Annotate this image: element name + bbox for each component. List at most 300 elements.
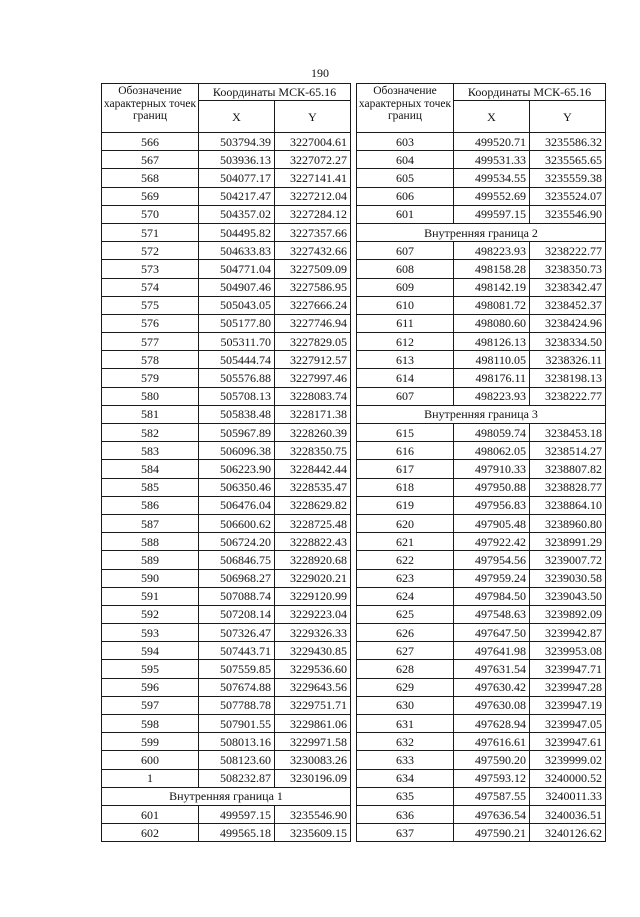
x-coordinate-cell: 506724.20 xyxy=(199,533,275,551)
y-coordinate-cell: 3238453.18 xyxy=(530,424,606,442)
table-row xyxy=(357,314,606,332)
table-row xyxy=(357,824,606,842)
section-title: Внутренняя граница 2 xyxy=(357,223,606,241)
coordinate-system-header: Координаты МСК-65.16 xyxy=(199,84,351,101)
table-row xyxy=(357,678,606,696)
x-coordinate-cell: 497910.33 xyxy=(454,460,530,478)
point-id-cell: 624 xyxy=(357,587,454,605)
point-id-cell: 580 xyxy=(102,387,199,405)
x-coordinate-cell: 504357.02 xyxy=(199,205,275,223)
point-id-cell: 573 xyxy=(102,260,199,278)
table-row xyxy=(102,151,351,169)
y-coordinate-cell: 3239007.72 xyxy=(530,551,606,569)
x-coordinate-cell: 505708.13 xyxy=(199,387,275,405)
x-coordinate-cell: 506476.04 xyxy=(199,496,275,514)
x-coordinate-cell: 507901.55 xyxy=(199,715,275,733)
point-id-cell: 576 xyxy=(102,314,199,332)
designation-header: Обозначение характерных точек границ xyxy=(102,84,199,133)
x-coordinate-cell: 506223.90 xyxy=(199,460,275,478)
x-coordinate-cell: 498158.28 xyxy=(454,260,530,278)
x-coordinate-cell: 497630.08 xyxy=(454,696,530,714)
x-coordinate-cell: 497641.98 xyxy=(454,642,530,660)
y-coordinate-cell: 3239999.02 xyxy=(530,751,606,769)
x-coordinate-cell: 505311.70 xyxy=(199,333,275,351)
x-coordinate-cell: 497905.48 xyxy=(454,514,530,532)
table-row xyxy=(102,387,351,405)
x-coordinate-cell: 507088.74 xyxy=(199,587,275,605)
table-row xyxy=(102,733,351,751)
x-coordinate-cell: 497628.94 xyxy=(454,715,530,733)
point-id-cell: 568 xyxy=(102,169,199,187)
point-id-cell: 615 xyxy=(357,424,454,442)
page-number: 190 xyxy=(311,66,329,80)
y-coordinate-cell: 3229861.06 xyxy=(275,715,351,733)
y-coordinate-cell: 3229120.99 xyxy=(275,587,351,605)
table-row xyxy=(357,751,606,769)
y-column-header: Y xyxy=(530,101,606,133)
x-coordinate-cell: 504771.04 xyxy=(199,260,275,278)
y-coordinate-cell: 3229971.58 xyxy=(275,733,351,751)
table-row xyxy=(357,169,606,187)
x-coordinate-cell: 497616.61 xyxy=(454,733,530,751)
table-row xyxy=(102,442,351,460)
y-coordinate-cell: 3235524.07 xyxy=(530,187,606,205)
point-id-cell: 621 xyxy=(357,533,454,551)
y-coordinate-cell: 3227432.66 xyxy=(275,242,351,260)
table-row xyxy=(102,514,351,532)
point-id-cell: 587 xyxy=(102,514,199,532)
y-coordinate-cell: 3228260.39 xyxy=(275,424,351,442)
y-coordinate-cell: 3239947.05 xyxy=(530,715,606,733)
x-coordinate-cell: 497593.12 xyxy=(454,769,530,787)
x-coordinate-cell: 498176.11 xyxy=(454,369,530,387)
point-id-cell: 566 xyxy=(102,133,199,151)
table-row xyxy=(357,151,606,169)
y-coordinate-cell: 3239947.19 xyxy=(530,696,606,714)
point-id-cell: 608 xyxy=(357,260,454,278)
point-id-cell: 622 xyxy=(357,551,454,569)
x-coordinate-cell: 497950.88 xyxy=(454,478,530,496)
point-id-cell: 606 xyxy=(357,187,454,205)
table-row xyxy=(102,169,351,187)
x-coordinate-cell: 506600.62 xyxy=(199,514,275,532)
y-coordinate-cell: 3229020.21 xyxy=(275,569,351,587)
y-coordinate-cell: 3235559.38 xyxy=(530,169,606,187)
y-coordinate-cell: 3228083.74 xyxy=(275,387,351,405)
point-id-cell: 632 xyxy=(357,733,454,751)
table-row xyxy=(357,769,606,787)
point-id-cell: 605 xyxy=(357,169,454,187)
point-id-cell: 1 xyxy=(102,769,199,787)
x-coordinate-cell: 497636.54 xyxy=(454,805,530,823)
table-row xyxy=(357,351,606,369)
y-coordinate-cell: 3238350.73 xyxy=(530,260,606,278)
x-column-header: X xyxy=(454,101,530,133)
x-coordinate-cell: 498062.05 xyxy=(454,442,530,460)
y-coordinate-cell: 3229430.85 xyxy=(275,642,351,660)
table-row xyxy=(357,569,606,587)
point-id-cell: 569 xyxy=(102,187,199,205)
point-id-cell: 628 xyxy=(357,660,454,678)
x-coordinate-cell: 508232.87 xyxy=(199,769,275,787)
y-coordinate-cell: 3238991.29 xyxy=(530,533,606,551)
y-coordinate-cell: 3228725.48 xyxy=(275,514,351,532)
y-coordinate-cell: 3228350.75 xyxy=(275,442,351,460)
designation-header: Обозначение характерных точек границ xyxy=(357,84,454,133)
y-coordinate-cell: 3227357.66 xyxy=(275,223,351,241)
y-coordinate-cell: 3239953.08 xyxy=(530,642,606,660)
point-id-cell: 611 xyxy=(357,314,454,332)
point-id-cell: 596 xyxy=(102,678,199,696)
table-row xyxy=(102,205,351,223)
table-row xyxy=(102,660,351,678)
y-coordinate-cell: 3238514.27 xyxy=(530,442,606,460)
y-coordinate-cell: 3238326.11 xyxy=(530,351,606,369)
point-id-cell: 572 xyxy=(102,242,199,260)
x-coordinate-cell: 507674.88 xyxy=(199,678,275,696)
point-id-cell: 633 xyxy=(357,751,454,769)
y-coordinate-cell: 3228822.43 xyxy=(275,533,351,551)
table-row xyxy=(357,605,606,623)
table-row xyxy=(102,424,351,442)
table-row xyxy=(102,587,351,605)
table-row xyxy=(102,533,351,551)
y-coordinate-cell: 3239947.61 xyxy=(530,733,606,751)
table-row xyxy=(102,405,351,423)
y-coordinate-cell: 3227509.09 xyxy=(275,260,351,278)
table-row xyxy=(357,478,606,496)
x-coordinate-cell: 497630.42 xyxy=(454,678,530,696)
y-coordinate-cell: 3235586.32 xyxy=(530,133,606,151)
y-coordinate-cell: 3228629.82 xyxy=(275,496,351,514)
point-id-cell: 597 xyxy=(102,696,199,714)
table-row xyxy=(102,460,351,478)
table-row xyxy=(102,715,351,733)
x-coordinate-cell: 506968.27 xyxy=(199,569,275,587)
point-id-cell: 599 xyxy=(102,733,199,751)
x-coordinate-cell: 499531.33 xyxy=(454,151,530,169)
x-coordinate-cell: 497548.63 xyxy=(454,605,530,623)
point-id-cell: 614 xyxy=(357,369,454,387)
x-coordinate-cell: 497956.83 xyxy=(454,496,530,514)
point-id-cell: 582 xyxy=(102,424,199,442)
y-coordinate-cell: 3227912.57 xyxy=(275,351,351,369)
point-id-cell: 592 xyxy=(102,605,199,623)
point-id-cell: 631 xyxy=(357,715,454,733)
table-row xyxy=(357,587,606,605)
table-row xyxy=(102,605,351,623)
point-id-cell: 616 xyxy=(357,442,454,460)
table-row xyxy=(357,533,606,551)
point-id-cell: 617 xyxy=(357,460,454,478)
x-coordinate-cell: 497959.24 xyxy=(454,569,530,587)
point-id-cell: 581 xyxy=(102,405,199,423)
y-coordinate-cell: 3239947.28 xyxy=(530,678,606,696)
x-coordinate-cell: 499597.15 xyxy=(454,205,530,223)
table-row xyxy=(102,478,351,496)
x-coordinate-cell: 507559.85 xyxy=(199,660,275,678)
point-id-cell: 607 xyxy=(357,242,454,260)
table-row xyxy=(102,805,351,823)
point-id-cell: 634 xyxy=(357,769,454,787)
x-coordinate-cell: 505177.80 xyxy=(199,314,275,332)
table-row xyxy=(357,278,606,296)
point-id-cell: 578 xyxy=(102,351,199,369)
y-coordinate-cell: 3238222.77 xyxy=(530,242,606,260)
table-row xyxy=(357,442,606,460)
y-coordinate-cell: 3238424.96 xyxy=(530,314,606,332)
y-coordinate-cell: 3238807.82 xyxy=(530,460,606,478)
x-coordinate-cell: 506350.46 xyxy=(199,478,275,496)
y-coordinate-cell: 3228535.47 xyxy=(275,478,351,496)
x-coordinate-cell: 497984.50 xyxy=(454,587,530,605)
table-row xyxy=(357,260,606,278)
y-coordinate-cell: 3235546.90 xyxy=(275,805,351,823)
x-coordinate-cell: 505444.74 xyxy=(199,351,275,369)
table-row xyxy=(102,769,351,787)
table-row xyxy=(102,369,351,387)
table-row xyxy=(102,824,351,842)
x-coordinate-cell: 498081.72 xyxy=(454,296,530,314)
y-coordinate-cell: 3228171.38 xyxy=(275,405,351,423)
point-id-cell: 601 xyxy=(102,805,199,823)
y-coordinate-cell: 3229643.56 xyxy=(275,678,351,696)
point-id-cell: 585 xyxy=(102,478,199,496)
point-id-cell: 595 xyxy=(102,660,199,678)
x-coordinate-cell: 508013.16 xyxy=(199,733,275,751)
x-coordinate-cell: 498223.93 xyxy=(454,387,530,405)
x-coordinate-cell: 507208.14 xyxy=(199,605,275,623)
table-row xyxy=(357,733,606,751)
table-row xyxy=(102,696,351,714)
table-row xyxy=(102,751,351,769)
table-row xyxy=(102,333,351,351)
table-row xyxy=(102,133,351,151)
table-row xyxy=(357,715,606,733)
point-id-cell: 584 xyxy=(102,460,199,478)
point-id-cell: 603 xyxy=(357,133,454,151)
section-title: Внутренняя граница 3 xyxy=(357,405,606,423)
y-coordinate-cell: 3229536.60 xyxy=(275,660,351,678)
point-id-cell: 579 xyxy=(102,369,199,387)
x-coordinate-cell: 504077.17 xyxy=(199,169,275,187)
y-coordinate-cell: 3238222.77 xyxy=(530,387,606,405)
point-id-cell: 635 xyxy=(357,787,454,805)
point-id-cell: 598 xyxy=(102,715,199,733)
table-row xyxy=(102,496,351,514)
y-coordinate-cell: 3229751.71 xyxy=(275,696,351,714)
table-row xyxy=(102,296,351,314)
table-row xyxy=(357,424,606,442)
y-coordinate-cell: 3238960.80 xyxy=(530,514,606,532)
x-coordinate-cell: 498223.93 xyxy=(454,242,530,260)
table-row xyxy=(357,187,606,205)
point-id-cell: 610 xyxy=(357,296,454,314)
point-id-cell: 590 xyxy=(102,569,199,587)
table-row xyxy=(102,278,351,296)
y-coordinate-cell: 3240011.33 xyxy=(530,787,606,805)
x-coordinate-cell: 497922.42 xyxy=(454,533,530,551)
point-id-cell: 627 xyxy=(357,642,454,660)
y-coordinate-cell: 3240036.51 xyxy=(530,805,606,823)
point-id-cell: 623 xyxy=(357,569,454,587)
x-coordinate-cell: 497647.50 xyxy=(454,624,530,642)
point-id-cell: 583 xyxy=(102,442,199,460)
table-row xyxy=(102,351,351,369)
coordinate-system-header: Координаты МСК-65.16 xyxy=(454,84,606,101)
y-coordinate-cell: 3230083.26 xyxy=(275,751,351,769)
y-coordinate-cell: 3239947.71 xyxy=(530,660,606,678)
point-id-cell: 593 xyxy=(102,624,199,642)
table-row xyxy=(102,624,351,642)
y-coordinate-cell: 3238334.50 xyxy=(530,333,606,351)
table-row xyxy=(102,678,351,696)
y-coordinate-cell: 3238864.10 xyxy=(530,496,606,514)
table-row xyxy=(102,551,351,569)
y-coordinate-cell: 3227997.46 xyxy=(275,369,351,387)
point-id-cell: 575 xyxy=(102,296,199,314)
x-coordinate-cell: 498126.13 xyxy=(454,333,530,351)
table-row xyxy=(357,624,606,642)
point-id-cell: 613 xyxy=(357,351,454,369)
x-coordinate-cell: 498142.19 xyxy=(454,278,530,296)
table-row xyxy=(357,514,606,532)
x-coordinate-cell: 499597.15 xyxy=(199,805,275,823)
x-coordinate-cell: 499552.69 xyxy=(454,187,530,205)
point-id-cell: 618 xyxy=(357,478,454,496)
point-id-cell: 567 xyxy=(102,151,199,169)
y-coordinate-cell: 3239030.58 xyxy=(530,569,606,587)
point-id-cell: 626 xyxy=(357,624,454,642)
y-coordinate-cell: 3239892.09 xyxy=(530,605,606,623)
y-column-header: Y xyxy=(275,101,351,133)
point-id-cell: 625 xyxy=(357,605,454,623)
table-row xyxy=(357,787,606,805)
point-id-cell: 591 xyxy=(102,587,199,605)
table-row xyxy=(102,223,351,241)
section-row xyxy=(357,405,606,423)
x-coordinate-cell: 497587.55 xyxy=(454,787,530,805)
point-id-cell: 619 xyxy=(357,496,454,514)
table-row xyxy=(357,642,606,660)
point-id-cell: 589 xyxy=(102,551,199,569)
point-id-cell: 604 xyxy=(357,151,454,169)
x-coordinate-cell: 506846.75 xyxy=(199,551,275,569)
section-title: Внутренняя граница 1 xyxy=(102,787,351,805)
y-coordinate-cell: 3239043.50 xyxy=(530,587,606,605)
point-id-cell: 601 xyxy=(357,205,454,223)
x-coordinate-cell: 499565.18 xyxy=(199,824,275,842)
table-row xyxy=(102,260,351,278)
coordinates-table-right xyxy=(356,83,606,842)
table-row xyxy=(357,660,606,678)
section-row xyxy=(357,223,606,241)
point-id-cell: 609 xyxy=(357,278,454,296)
point-id-cell: 571 xyxy=(102,223,199,241)
y-coordinate-cell: 3227141.41 xyxy=(275,169,351,187)
table-row xyxy=(357,296,606,314)
x-coordinate-cell: 507326.47 xyxy=(199,624,275,642)
table-row xyxy=(102,187,351,205)
x-coordinate-cell: 503936.13 xyxy=(199,151,275,169)
section-row xyxy=(102,787,351,805)
table-row xyxy=(357,460,606,478)
table-row xyxy=(357,133,606,151)
coordinates-table-left xyxy=(101,83,351,842)
table-row xyxy=(357,369,606,387)
table-row xyxy=(357,551,606,569)
table-row xyxy=(357,805,606,823)
x-coordinate-cell: 504633.83 xyxy=(199,242,275,260)
y-coordinate-cell: 3230196.09 xyxy=(275,769,351,787)
y-coordinate-cell: 3227666.24 xyxy=(275,296,351,314)
x-coordinate-cell: 497590.21 xyxy=(454,824,530,842)
y-coordinate-cell: 3227072.27 xyxy=(275,151,351,169)
y-coordinate-cell: 3240000.52 xyxy=(530,769,606,787)
table-row xyxy=(102,569,351,587)
point-id-cell: 574 xyxy=(102,278,199,296)
x-coordinate-cell: 507443.71 xyxy=(199,642,275,660)
y-coordinate-cell: 3227746.94 xyxy=(275,314,351,332)
x-coordinate-cell: 504217.47 xyxy=(199,187,275,205)
x-coordinate-cell: 507788.78 xyxy=(199,696,275,714)
point-id-cell: 607 xyxy=(357,387,454,405)
y-coordinate-cell: 3229223.04 xyxy=(275,605,351,623)
x-coordinate-cell: 506096.38 xyxy=(199,442,275,460)
y-coordinate-cell: 3238452.37 xyxy=(530,296,606,314)
point-id-cell: 594 xyxy=(102,642,199,660)
x-coordinate-cell: 505043.05 xyxy=(199,296,275,314)
x-column-header: X xyxy=(199,101,275,133)
point-id-cell: 637 xyxy=(357,824,454,842)
table-row xyxy=(357,496,606,514)
table-row xyxy=(357,205,606,223)
y-coordinate-cell: 3239942.87 xyxy=(530,624,606,642)
y-coordinate-cell: 3227586.95 xyxy=(275,278,351,296)
table-row xyxy=(102,642,351,660)
x-coordinate-cell: 505576.88 xyxy=(199,369,275,387)
x-coordinate-cell: 504495.82 xyxy=(199,223,275,241)
x-coordinate-cell: 498080.60 xyxy=(454,314,530,332)
table-row xyxy=(357,242,606,260)
table-row xyxy=(357,696,606,714)
y-coordinate-cell: 3227829.05 xyxy=(275,333,351,351)
y-coordinate-cell: 3238198.13 xyxy=(530,369,606,387)
point-id-cell: 629 xyxy=(357,678,454,696)
table-row xyxy=(102,242,351,260)
y-coordinate-cell: 3228920.68 xyxy=(275,551,351,569)
y-coordinate-cell: 3238828.77 xyxy=(530,478,606,496)
x-coordinate-cell: 498059.74 xyxy=(454,424,530,442)
y-coordinate-cell: 3229326.33 xyxy=(275,624,351,642)
x-coordinate-cell: 504907.46 xyxy=(199,278,275,296)
y-coordinate-cell: 3238342.47 xyxy=(530,278,606,296)
table-row xyxy=(102,314,351,332)
point-id-cell: 602 xyxy=(102,824,199,842)
table-row xyxy=(357,387,606,405)
y-coordinate-cell: 3227004.61 xyxy=(275,133,351,151)
x-coordinate-cell: 499534.55 xyxy=(454,169,530,187)
x-coordinate-cell: 497631.54 xyxy=(454,660,530,678)
y-coordinate-cell: 3235565.65 xyxy=(530,151,606,169)
y-coordinate-cell: 3235546.90 xyxy=(530,205,606,223)
point-id-cell: 586 xyxy=(102,496,199,514)
point-id-cell: 612 xyxy=(357,333,454,351)
x-coordinate-cell: 503794.39 xyxy=(199,133,275,151)
point-id-cell: 577 xyxy=(102,333,199,351)
point-id-cell: 570 xyxy=(102,205,199,223)
point-id-cell: 588 xyxy=(102,533,199,551)
